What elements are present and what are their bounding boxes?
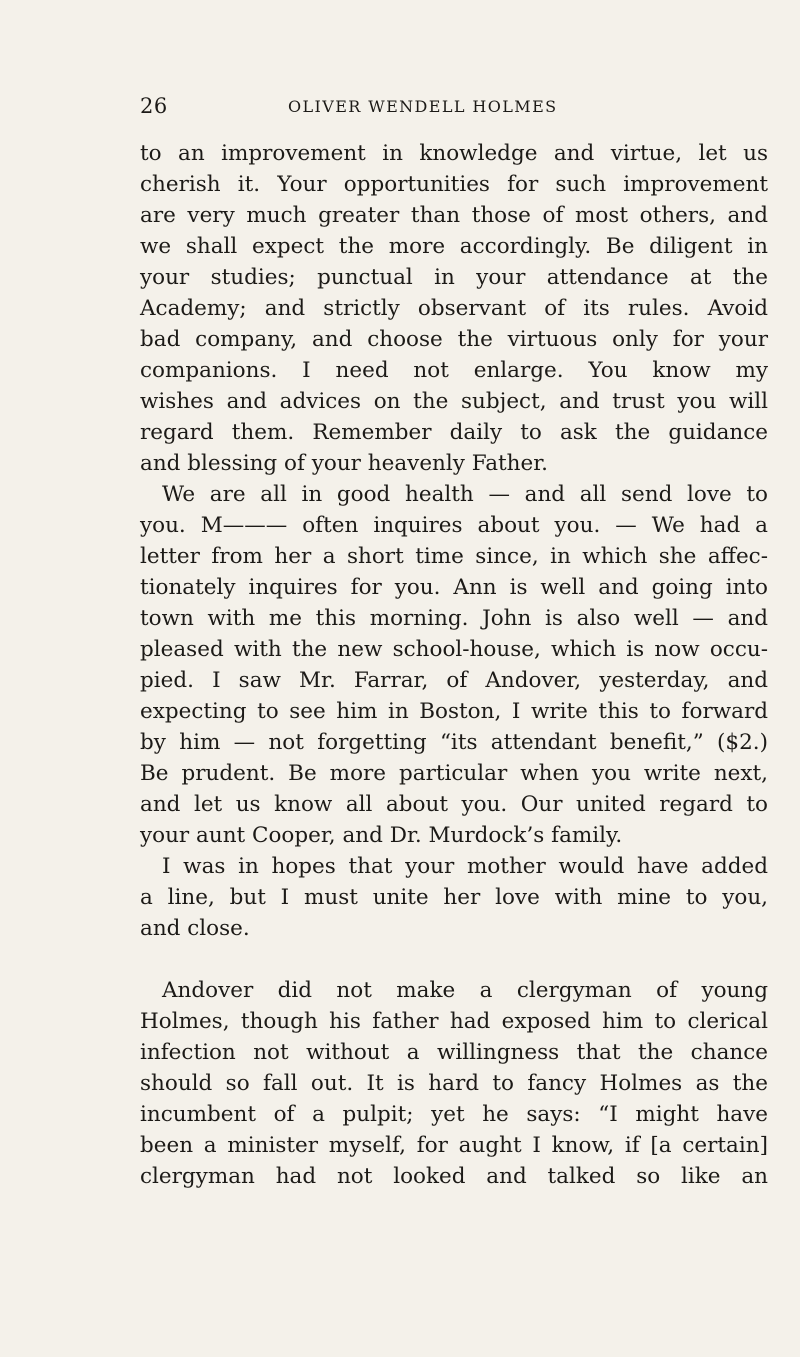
text-line: been a minister myself, for aught I know, if [a certain] [140, 1133, 768, 1158]
text-line: by him — not forgetting “its attendant benefit,” ($2.) [140, 730, 768, 755]
text-line: your studies; punctual in your attendance at the [140, 265, 768, 290]
page-number: 26 [140, 94, 168, 118]
text-line: bad company, and choose the virtuous only for your [140, 327, 768, 352]
text-line: and blessing of your heavenly Father. [140, 451, 548, 476]
text-line: should so fall out. It is hard to fancy Holmes as the [140, 1071, 768, 1096]
text-line: I was in hopes that your mother would have added [162, 854, 768, 879]
text-line: infection not without a willingness that the chance [140, 1040, 768, 1065]
text-line: Academy; and strictly observant of its rules. Avoid [140, 296, 768, 321]
text-line: wishes and advices on the subject, and trust you will [140, 389, 768, 414]
text-line: incumbent of a pulpit; yet he says: “I might have [140, 1102, 768, 1127]
text-line: you. M——— often inquires about you. — We had a [140, 513, 768, 538]
text-line: we shall expect the more accordingly. Be diligent in [140, 234, 768, 259]
text-line: Be prudent. Be more particular when you write next, [140, 761, 768, 786]
text-line: regard them. Remember daily to ask the guidance [140, 420, 768, 445]
commentary-text [140, 975, 768, 1192]
text-line: a line, but I must unite her love with mine to you, [140, 885, 768, 910]
text-line: pleased with the new school-house, which is now occu- [140, 637, 768, 662]
text-line: are very much greater than those of most others, and [140, 203, 768, 228]
text-line: We are all in good health — and all send love to [162, 482, 768, 507]
letter-text [140, 138, 768, 944]
text-line: letter from her a short time since, in which she affec- [140, 544, 768, 569]
text-line: your aunt Cooper, and Dr. Murdock’s family. [140, 823, 623, 848]
text-line: cherish it. Your opportunities for such improvement [140, 172, 768, 197]
running-title: OLIVER WENDELL HOLMES [288, 97, 558, 116]
text-line: companions. I need not enlarge. You know my [140, 358, 768, 383]
text-line: and let us know all about you. Our united regard to [140, 792, 768, 817]
text-line: Holmes, though his father had exposed him to clerical [140, 1009, 768, 1034]
text-line: and close. [140, 916, 250, 941]
text-line: Andover did not make a clergyman of young [162, 978, 768, 1003]
text-line: expecting to see him in Boston, I write this to forward [140, 699, 768, 724]
text-line: tionately inquires for you. Ann is well and going into [140, 575, 768, 600]
text-line: clergyman had not looked and talked so like an [140, 1164, 768, 1189]
text-line: to an improvement in knowledge and virtue, let us [140, 141, 768, 166]
text-line: pied. I saw Mr. Farrar, of Andover, yesterday, and [140, 668, 768, 693]
text-line: town with me this morning. John is also well — and [140, 606, 768, 631]
